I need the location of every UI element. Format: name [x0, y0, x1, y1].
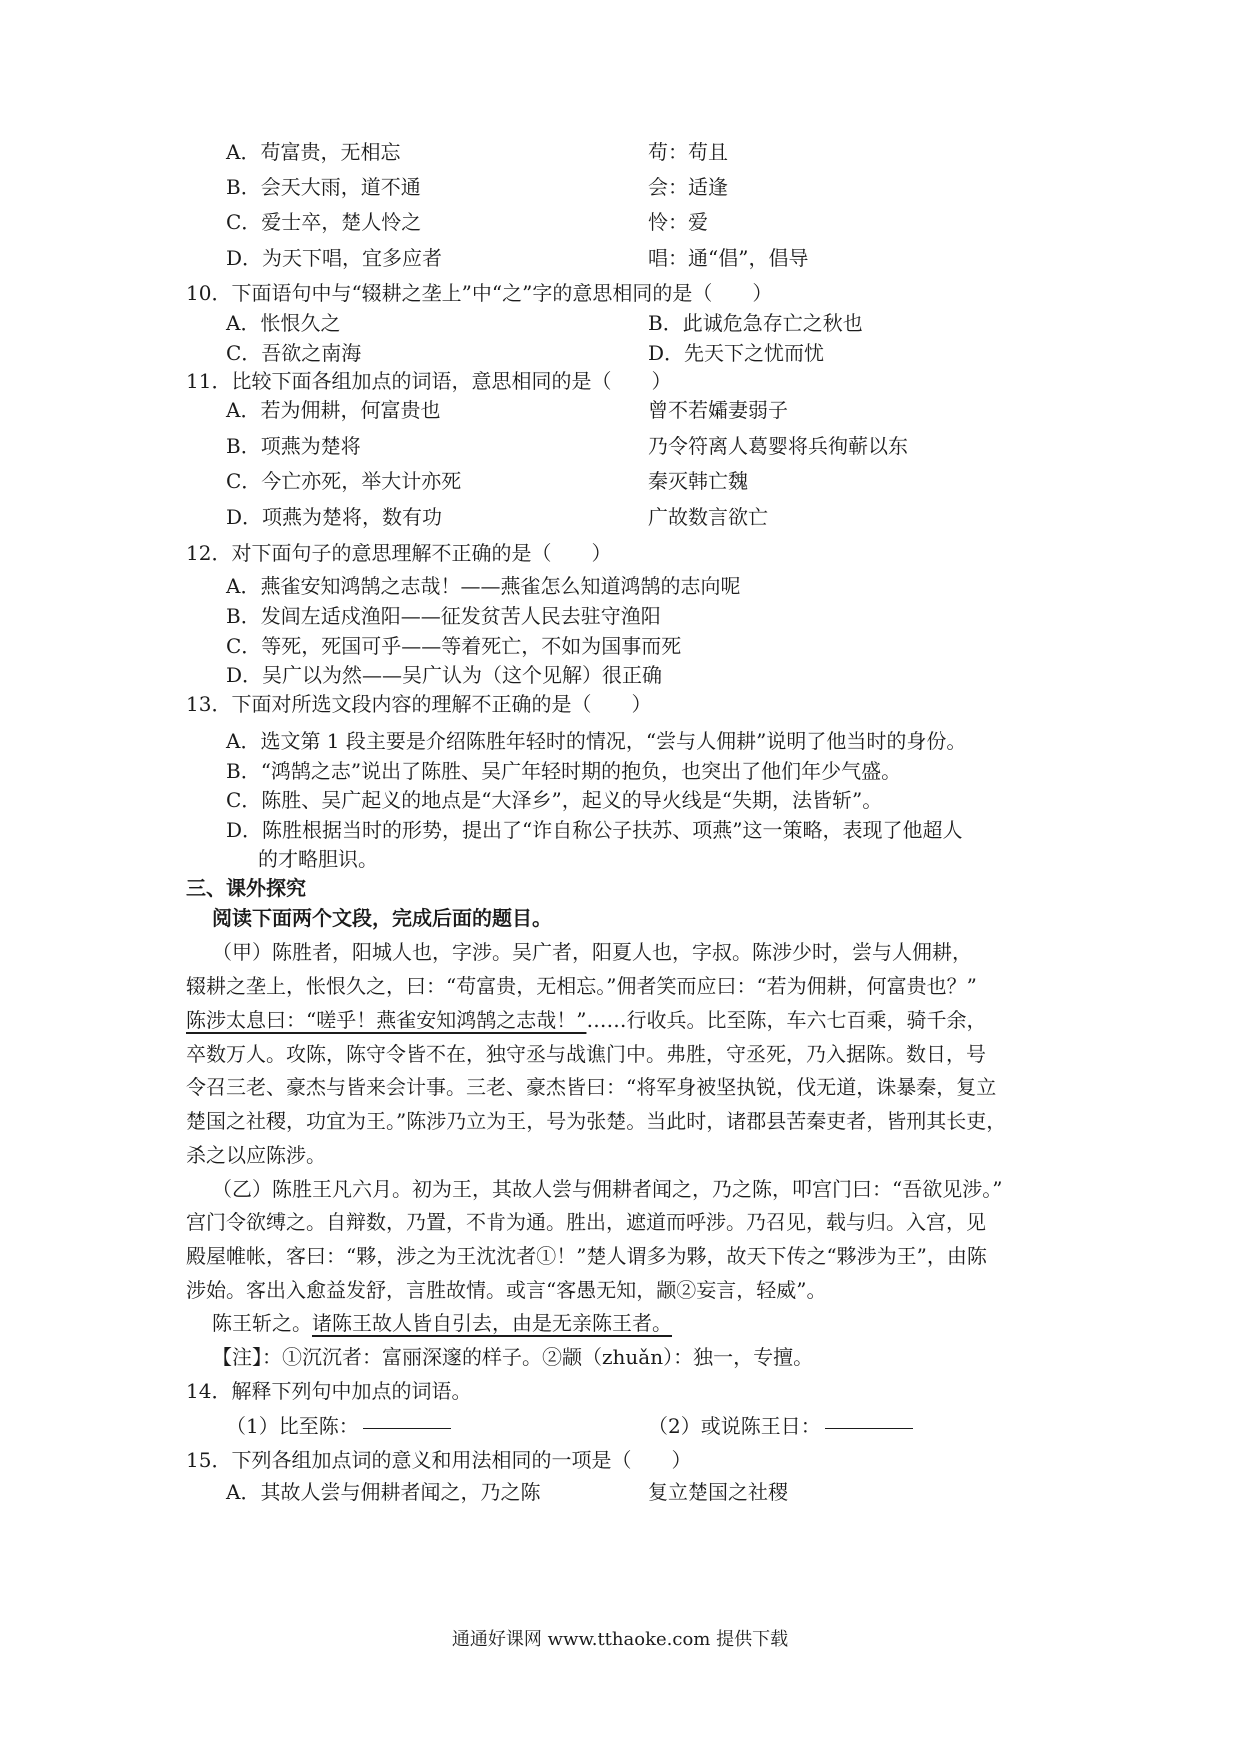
- q11-option-d-left: D．项燕为楚将，数有功: [226, 505, 443, 529]
- passage-a-line: 辍耕之垄上，怅恨久之，曰：“苟富贵，无相忘。”佣者笑而应曰：“若为佣耕，何富贵也？”: [186, 974, 977, 998]
- passage-b-line: 涉始。客出入愈益发舒，言胜故情。或言“客愚无知，颛②妄言，轻威”。: [186, 1278, 827, 1302]
- q13-stem: 13．下面对所选文段内容的理解不正确的是（ ）: [186, 692, 652, 716]
- q13-option-c: C．陈胜、吴广起义的地点是“大泽乡”，起义的导火线是“失期，法皆斩”。: [226, 788, 883, 812]
- q14-item-1-label: （1）比至陈：: [226, 1414, 359, 1438]
- q11-option-b-left: B．项燕为楚将: [226, 434, 361, 458]
- passage-b-line: 宫门令欲缚之。自辩数，乃置，不肯为通。胜出，遮道而呼涉。乃召见，载与归。入宫，见: [186, 1210, 986, 1234]
- answer-blank[interactable]: [363, 1427, 451, 1429]
- q14-item-2-label: （2）或说陈王日：: [648, 1414, 821, 1438]
- q15-stem: 15．下列各组加点词的意义和用法相同的一项是（ ）: [186, 1448, 692, 1472]
- q11-option-d-right: 广故数言欲亡: [648, 505, 768, 529]
- underlined-sentence: 诸陈王故人皆自引去，由是无亲陈王者。: [312, 1311, 672, 1335]
- passage-a-line: 卒数万人。攻陈，陈守令皆不在，独守丞与战谯门中。弗胜，守丞死，乃入据陈。数日，号: [186, 1042, 986, 1066]
- passage-b-line: （乙）陈胜王凡六月。初为王，其故人尝与佣耕者闻之，乃之陈，叩宫门曰：“吾欲见涉。”: [212, 1177, 1003, 1201]
- q12-option-a: A．燕雀安知鸿鹄之志哉！——燕雀怎么知道鸿鹄的志向呢: [226, 574, 741, 598]
- q14-item-1: [226, 1410, 451, 1439]
- q10-option-b: B．此诚危急存亡之秋也: [648, 311, 863, 335]
- q10-stem: 10．下面语句中与“辍耕之垄上”中“之”字的意思相同的是（ ）: [186, 281, 773, 305]
- passage-a-line: 杀之以应陈涉。: [186, 1143, 326, 1167]
- page-footer: 通通好课网 www.tthaoke.com 提供下载: [451, 1629, 789, 1650]
- passage-a-line-tail: ……行收兵。比至陈，车六七百乘，骑千余，: [586, 1008, 987, 1032]
- q10-option-d: D．先天下之忧而忧: [648, 341, 825, 365]
- q11-option-c-left: C．今亡亦死，举大计亦死: [226, 469, 462, 493]
- q9-option-a-gloss: 苟：苟且: [648, 140, 728, 164]
- q13-option-a: A．选文第 1 段主要是介绍陈胜年轻时的情况，“尝与人佣耕”说明了他当时的身份。: [226, 729, 967, 753]
- q14-item-2: [648, 1410, 913, 1439]
- answer-blank[interactable]: [825, 1427, 913, 1429]
- q11-option-a-left: A．若为佣耕，何富贵也: [226, 398, 441, 422]
- q9-option-b: B．会天大雨，道不通: [226, 175, 421, 199]
- passage-a-line: （甲）陈胜者，阳城人也，字涉。吴广者，阳夏人也，字叔。陈涉少时，尝与人佣耕，: [212, 940, 972, 964]
- passage-a-line: [186, 1004, 1071, 1033]
- underlined-quote: 陈涉太息曰：“嗟乎！燕雀安知鸿鹄之志哉！”: [186, 1008, 587, 1032]
- q12-stem: 12．对下面句子的意思理解不正确的是（ ）: [186, 541, 612, 565]
- passage-b-line: [212, 1307, 672, 1336]
- passage-b-line: 殿屋帷帐，客曰：“夥，涉之为王沈沈者①！”楚人谓多为夥，故天下传之“夥涉为王”，由陈: [186, 1244, 987, 1268]
- q9-option-b-gloss: 会：适逢: [648, 175, 728, 199]
- q9-option-d: D．为天下唱，宜多应者: [226, 246, 443, 270]
- q12-option-d: D．吴广以为然——吴广认为（这个见解）很正确: [226, 663, 663, 687]
- q13-option-b: B．“鸿鹄之志”说出了陈胜、吴广年轻时期的抱负，也突出了他们年少气盛。: [226, 759, 902, 783]
- section-heading: 三、课外探究: [186, 876, 306, 900]
- passage-a-line: 楚国之社稷，功宜为王。”陈涉乃立为王，号为张楚。当此时，诸郡县苦秦吏者，皆刑其长吏，: [186, 1109, 1007, 1133]
- q9-option-a: A．苟富贵，无相忘: [226, 140, 401, 164]
- q9-option-c: C．爱士卒，楚人怜之: [226, 210, 422, 234]
- q11-stem: 11．比较下面各组加点的词语，意思相同的是（ ）: [186, 369, 672, 393]
- q9-option-c-gloss: 怜：爱: [648, 210, 708, 234]
- q13-option-d-continued: 的才略胆识。: [258, 847, 378, 871]
- q11-option-b-right: 乃令符离人葛婴将兵徇蕲以东: [648, 434, 908, 458]
- q12-option-c: C．等死，死国可乎——等着死亡，不如为国事而死: [226, 634, 682, 658]
- q11-option-c-right: 秦灭韩亡魏: [648, 469, 748, 493]
- q15-option-a-left: A．其故人尝与佣耕者闻之，乃之陈: [226, 1480, 541, 1504]
- q14-stem: 14．解释下列句中加点的词语。: [186, 1379, 472, 1403]
- q10-option-c: C．吾欲之南海: [226, 341, 362, 365]
- passage-b-line-head: 陈王斩之。: [212, 1311, 312, 1335]
- section-instruction: 阅读下面两个文段，完成后面的题目。: [212, 906, 552, 930]
- passage-a-line: 令召三老、豪杰与皆来会计事。三老、豪杰皆曰：“将军身被坚执锐，伐无道，诛暴秦，复立: [186, 1075, 997, 1099]
- q9-option-d-gloss: 唱：通“倡”，倡导: [648, 246, 809, 270]
- q12-option-b: B．发闾左适戍渔阳——征发贫苦人民去驻守渔阳: [226, 604, 661, 628]
- q15-option-a-right: 复立楚国之社稷: [648, 1480, 788, 1504]
- annotation-note: 【注】：①沉沉者：富丽深邃的样子。②颛（zhuǎn）：独一，专擅。: [212, 1345, 814, 1369]
- q13-option-d: D．陈胜根据当时的形势，提出了“诈自称公子扶苏、项燕”这一策略，表现了他超人: [226, 818, 963, 842]
- q11-option-a-right: 曾不若孀妻弱子: [648, 398, 788, 422]
- q10-option-a: A．怅恨久之: [226, 311, 341, 335]
